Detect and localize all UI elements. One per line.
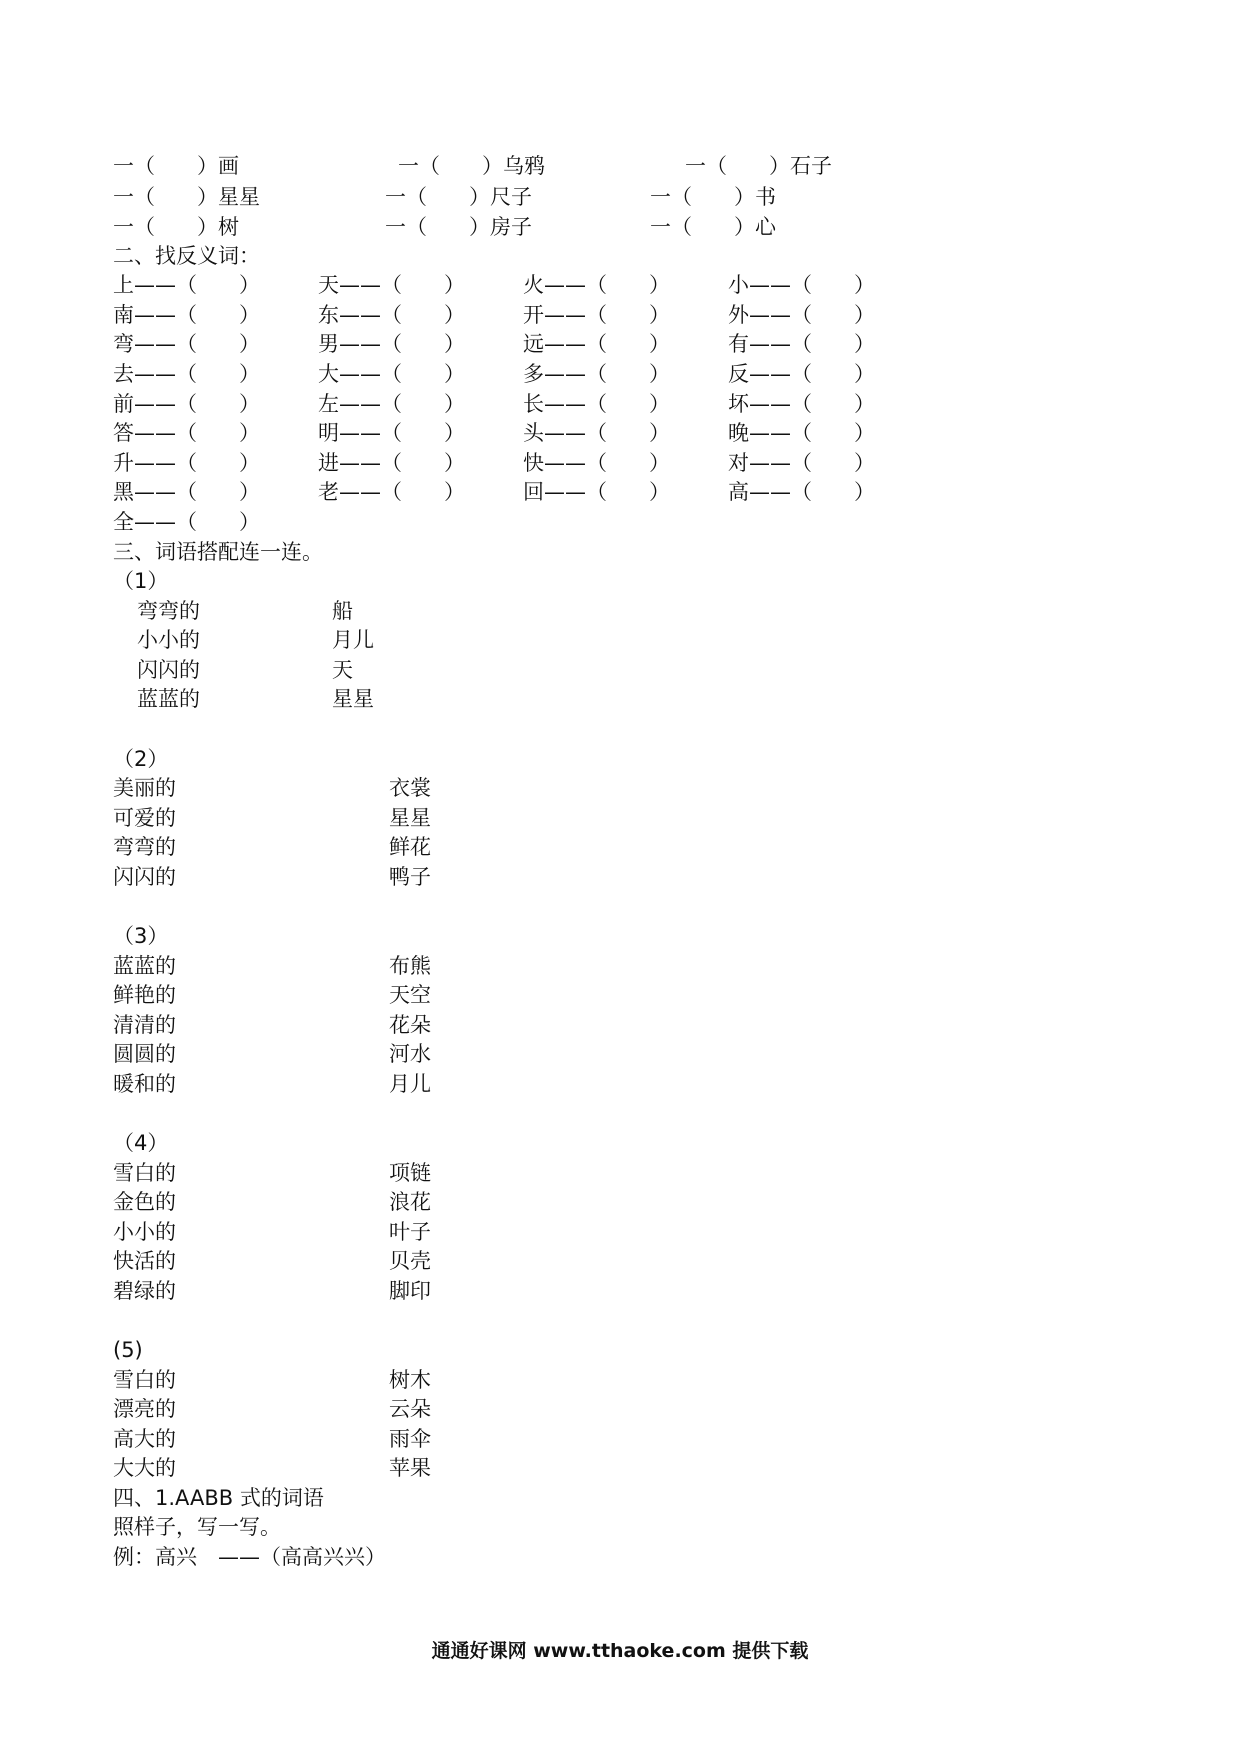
antonym-item: 黑——（ ） bbox=[113, 480, 260, 504]
match-right-item: 项链 bbox=[389, 1161, 431, 1185]
antonym-item: 明——（ ） bbox=[318, 421, 465, 445]
antonym-item: 多——（ ） bbox=[523, 362, 670, 386]
antonym-item: 去——（ ） bbox=[113, 362, 260, 386]
antonym-item: 外——（ ） bbox=[728, 303, 875, 327]
antonym-item: 南——（ ） bbox=[113, 303, 260, 327]
measure-word-item: 一（ ）书 bbox=[650, 185, 776, 209]
antonym-item: 全——（ ） bbox=[113, 510, 260, 534]
match-right-item: 鸭子 bbox=[389, 865, 431, 889]
match-right-item: 衣裳 bbox=[389, 776, 431, 800]
match-left-item: 蓝蓝的 bbox=[137, 687, 200, 711]
match-left-item: 弯弯的 bbox=[113, 835, 176, 859]
antonym-item: 晚——（ ） bbox=[728, 421, 875, 445]
match-left-item: 雪白的 bbox=[113, 1368, 176, 1392]
match-left-item: 蓝蓝的 bbox=[113, 954, 176, 978]
antonym-item: 答——（ ） bbox=[113, 421, 260, 445]
match-right-item: 星星 bbox=[332, 687, 374, 711]
match-left-item: 漂亮的 bbox=[113, 1397, 176, 1421]
antonym-item: 东——（ ） bbox=[318, 303, 465, 327]
match-right-item: 云朵 bbox=[389, 1397, 431, 1421]
match-right-item: 天 bbox=[332, 658, 353, 682]
antonym-item: 长——（ ） bbox=[523, 392, 670, 416]
match-left-item: 雪白的 bbox=[113, 1161, 176, 1185]
match-right-item: 苹果 bbox=[389, 1456, 431, 1480]
match-right-item: 星星 bbox=[389, 806, 431, 830]
match-left-item: 闪闪的 bbox=[113, 865, 176, 889]
match-left-item: 金色的 bbox=[113, 1190, 176, 1214]
match-right-item: 河水 bbox=[389, 1042, 431, 1066]
antonym-item: 小——（ ） bbox=[728, 273, 875, 297]
antonym-item: 火——（ ） bbox=[523, 273, 670, 297]
match-right-item: 船 bbox=[332, 599, 353, 623]
match-left-item: 暖和的 bbox=[113, 1072, 176, 1096]
measure-word-item: 一（ ）星星 bbox=[113, 185, 260, 209]
measure-word-item: 一（ ）尺子 bbox=[385, 185, 532, 209]
match-right-item: 贝壳 bbox=[389, 1249, 431, 1273]
antonym-item: 弯——（ ） bbox=[113, 332, 260, 356]
section-heading: 四、1.AABB 式的词语 bbox=[113, 1486, 324, 1510]
match-right-item: 鲜花 bbox=[389, 835, 431, 859]
antonym-item: 对——（ ） bbox=[728, 451, 875, 475]
group-label: （3） bbox=[113, 924, 169, 948]
match-right-item: 天空 bbox=[389, 983, 431, 1007]
match-left-item: 碧绿的 bbox=[113, 1279, 176, 1303]
match-left-item: 高大的 bbox=[113, 1427, 176, 1451]
group-label: （2） bbox=[113, 747, 169, 771]
group-label: （4） bbox=[113, 1131, 169, 1155]
match-left-item: 小小的 bbox=[113, 1220, 176, 1244]
match-left-item: 弯弯的 bbox=[137, 599, 200, 623]
match-right-item: 花朵 bbox=[389, 1013, 431, 1037]
antonym-item: 前——（ ） bbox=[113, 392, 260, 416]
antonym-item: 快——（ ） bbox=[523, 451, 670, 475]
example-text: 例：高兴 ——（高高兴兴） bbox=[113, 1545, 386, 1569]
match-left-item: 大大的 bbox=[113, 1456, 176, 1480]
measure-word-item: 一（ ）画 bbox=[113, 154, 239, 178]
antonym-item: 开——（ ） bbox=[523, 303, 670, 327]
instruction-text: 照样子，写一写。 bbox=[113, 1515, 281, 1539]
antonym-item: 升——（ ） bbox=[113, 451, 260, 475]
match-left-item: 快活的 bbox=[113, 1249, 176, 1273]
match-right-item: 布熊 bbox=[389, 954, 431, 978]
match-right-item: 浪花 bbox=[389, 1190, 431, 1214]
match-left-item: 清清的 bbox=[113, 1013, 176, 1037]
antonym-item: 老——（ ） bbox=[318, 480, 465, 504]
group-label: （1） bbox=[113, 569, 169, 593]
measure-word-item: 一（ ）心 bbox=[650, 215, 776, 239]
match-left-item: 鲜艳的 bbox=[113, 983, 176, 1007]
antonym-item: 男——（ ） bbox=[318, 332, 465, 356]
antonym-item: 左——（ ） bbox=[318, 392, 465, 416]
antonym-item: 进——（ ） bbox=[318, 451, 465, 475]
match-left-item: 闪闪的 bbox=[137, 658, 200, 682]
antonym-item: 天——（ ） bbox=[318, 273, 465, 297]
match-right-item: 脚印 bbox=[389, 1279, 431, 1303]
match-left-item: 小小的 bbox=[137, 628, 200, 652]
antonym-item: 坏——（ ） bbox=[728, 392, 875, 416]
section-heading: 二、找反义词： bbox=[113, 244, 260, 268]
match-left-item: 圆圆的 bbox=[113, 1042, 176, 1066]
section-heading: 三、词语搭配连一连。 bbox=[113, 540, 323, 564]
match-left-item: 可爱的 bbox=[113, 806, 176, 830]
match-right-item: 雨伞 bbox=[389, 1427, 431, 1451]
measure-word-item: 一（ ）树 bbox=[113, 215, 239, 239]
match-right-item: 月儿 bbox=[332, 628, 374, 652]
antonym-item: 头——（ ） bbox=[523, 421, 670, 445]
antonym-item: 大——（ ） bbox=[318, 362, 465, 386]
antonym-item: 反——（ ） bbox=[728, 362, 875, 386]
antonym-item: 高——（ ） bbox=[728, 480, 875, 504]
group-label: (5) bbox=[113, 1338, 143, 1362]
match-right-item: 月儿 bbox=[389, 1072, 431, 1096]
antonym-item: 上——（ ） bbox=[113, 273, 260, 297]
measure-word-item: 一（ ）房子 bbox=[385, 215, 532, 239]
measure-word-item: 一（ ）石子 bbox=[685, 154, 832, 178]
match-right-item: 叶子 bbox=[389, 1220, 431, 1244]
match-left-item: 美丽的 bbox=[113, 776, 176, 800]
antonym-item: 回——（ ） bbox=[523, 480, 670, 504]
antonym-item: 有——（ ） bbox=[728, 332, 875, 356]
measure-word-item: 一（ ）乌鸦 bbox=[398, 154, 545, 178]
match-right-item: 树木 bbox=[389, 1368, 431, 1392]
antonym-item: 远——（ ） bbox=[523, 332, 670, 356]
page-footer: 通通好课网 www.tthaoke.com 提供下载 bbox=[431, 1640, 809, 1662]
